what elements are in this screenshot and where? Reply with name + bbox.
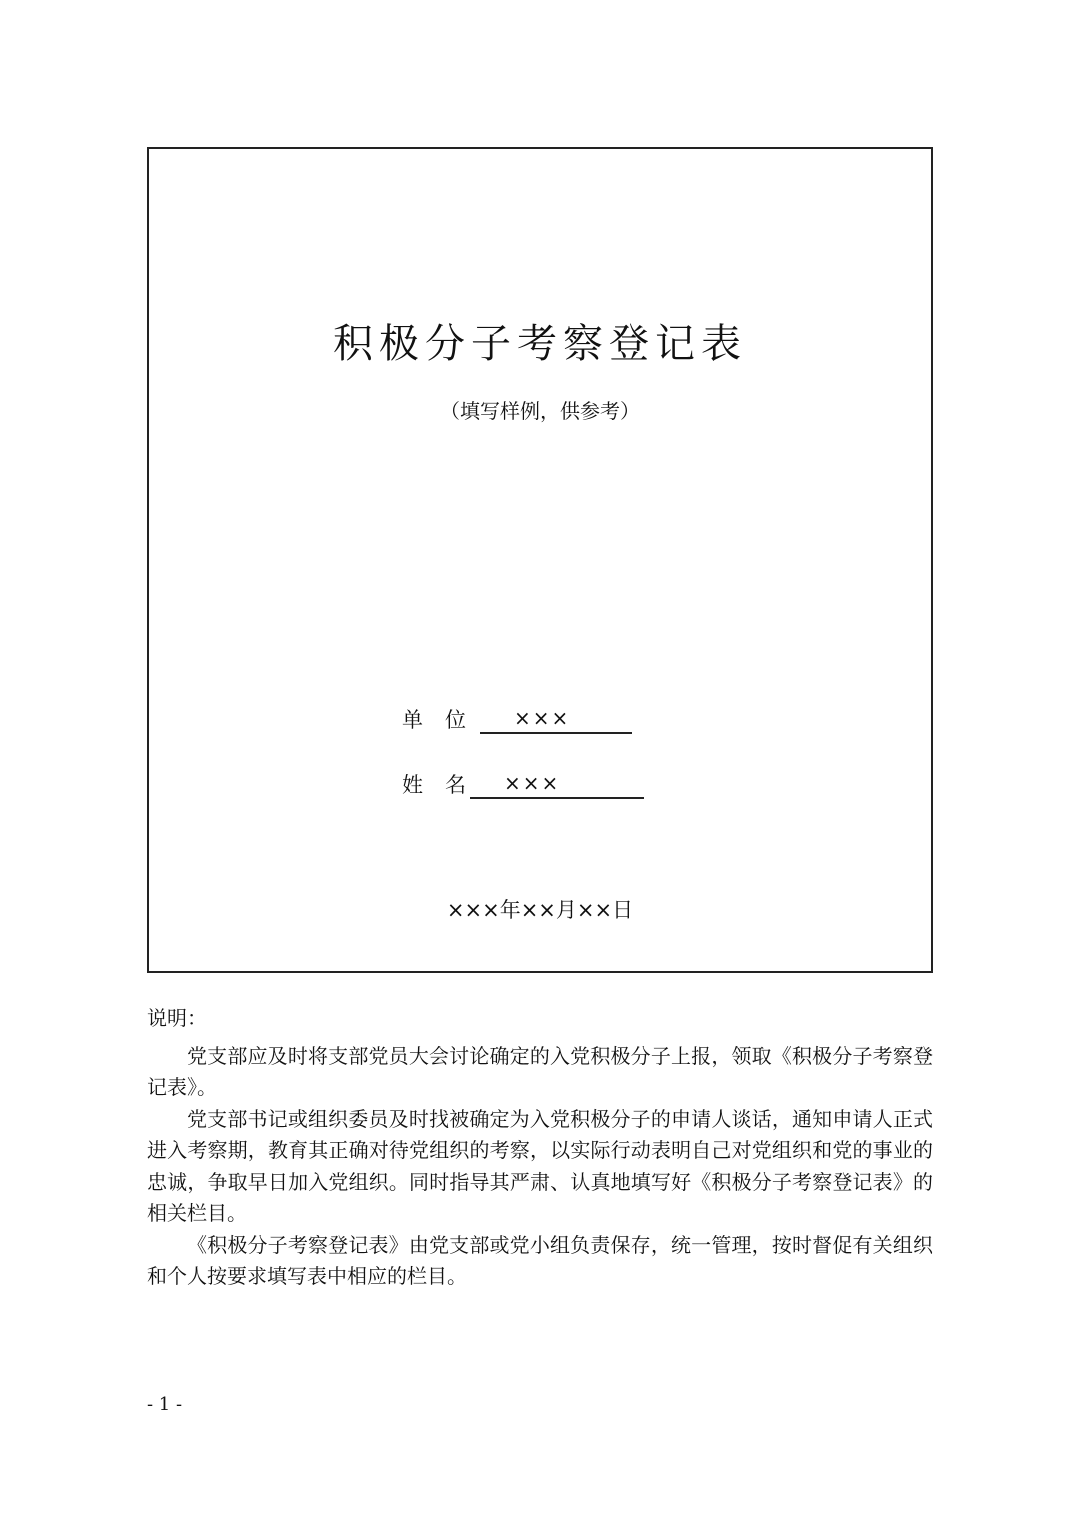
- name-value: ×××: [470, 769, 644, 799]
- unit-value: ×××: [480, 704, 632, 734]
- notes-section: [147, 1003, 933, 1293]
- name-field: [402, 769, 644, 799]
- notes-heading: 说明：: [147, 1006, 207, 1030]
- notes-paragraph: 党支部书记或组织委员及时找被确定为入党积极分子的申请人谈话，通知申请人正式进入考察期，教育其正确对待党组织的考察，以实际行动表明自己对党组织和党的事业的忠诚，争取早日加入党组织。同时指导其严肃、认真地填写好《积极分子考察登记表》的相关栏目。: [147, 1106, 933, 1225]
- cover-box: [147, 147, 933, 973]
- page-number: - 1 -: [147, 1394, 183, 1415]
- name-label: 姓名: [402, 773, 488, 797]
- notes-paragraph: 《积极分子考察登记表》由党支部或党小组负责保存，统一管理，按时督促有关组织和个人按要求填写表中相应的栏目。: [147, 1232, 933, 1288]
- unit-label: 单位: [402, 708, 488, 732]
- notes-paragraph: 党支部应及时将支部党员大会讨论确定的入党积极分子上报，领取《积极分子考察登记表》。: [147, 1043, 933, 1099]
- page-title: 积极分子考察登记表: [333, 321, 747, 367]
- unit-field: [402, 704, 632, 734]
- cover-subtitle: （填写样例，供参考）: [440, 399, 640, 423]
- cover-date: ×××年××月××日: [446, 898, 634, 922]
